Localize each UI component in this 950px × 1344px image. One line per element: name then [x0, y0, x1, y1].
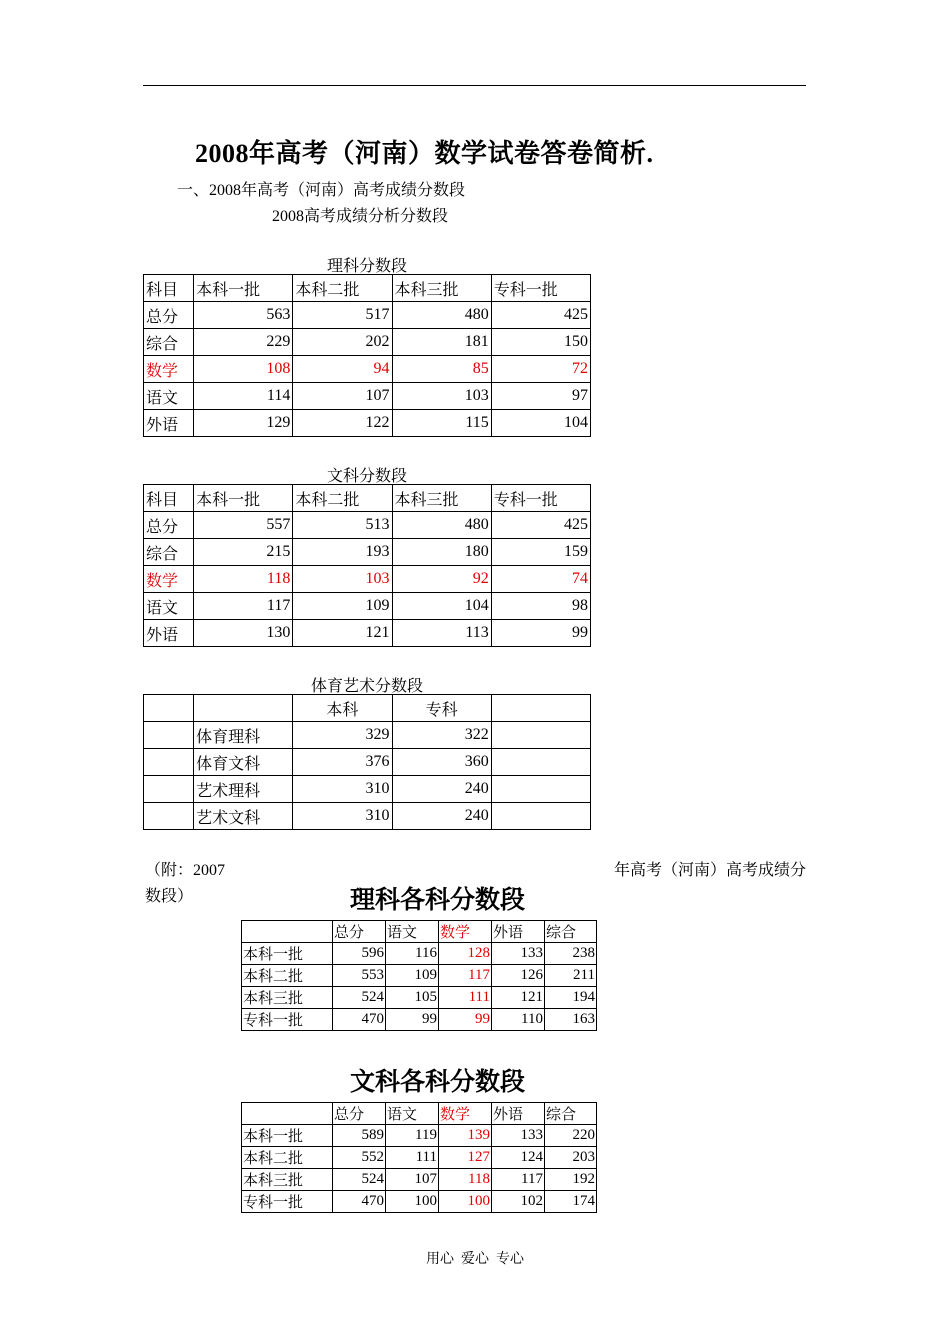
- header-cell: 数学: [439, 921, 492, 943]
- science-2007-table: [241, 920, 597, 1031]
- score-cell: 104: [392, 593, 491, 620]
- score-cell: 310: [293, 803, 392, 830]
- row-label: 艺术文科: [194, 803, 293, 830]
- score-cell: 180: [392, 539, 491, 566]
- score-cell: 133: [492, 1125, 545, 1147]
- arts-caption: 文科分数段: [326, 468, 407, 485]
- header-cell: 总分: [333, 921, 386, 943]
- score-cell: 130: [194, 620, 293, 647]
- header-cell: 专科一批: [491, 485, 590, 512]
- header-cell: 科目: [144, 275, 194, 302]
- score-cell: 202: [293, 329, 392, 356]
- row-label: 专科一批: [242, 1009, 333, 1031]
- empty-cell: [491, 803, 590, 830]
- row-label: 语文: [144, 383, 194, 410]
- score-cell: 124: [492, 1147, 545, 1169]
- score-cell: 470: [333, 1009, 386, 1031]
- row-label: 综合: [144, 539, 194, 566]
- score-cell: 193: [293, 539, 392, 566]
- row-label: 体育理科: [194, 722, 293, 749]
- score-cell: 596: [333, 943, 386, 965]
- row-label: 数学: [144, 356, 194, 383]
- empty-cell: [144, 722, 194, 749]
- score-cell: 552: [333, 1147, 386, 1169]
- score-cell: 85: [392, 356, 491, 383]
- score-cell: 99: [491, 620, 590, 647]
- score-cell: 211: [545, 965, 597, 987]
- table-row: [144, 539, 591, 566]
- header-cell: 本科: [293, 695, 392, 722]
- score-cell: 139: [439, 1125, 492, 1147]
- score-cell: 104: [491, 410, 590, 437]
- score-cell: 99: [439, 1009, 492, 1031]
- score-cell: 150: [491, 329, 590, 356]
- row-label: 专科一批: [242, 1191, 333, 1213]
- header-cell: 综合: [545, 921, 597, 943]
- score-cell: 480: [392, 512, 491, 539]
- score-cell: 192: [545, 1169, 597, 1191]
- row-label: 体育文科: [194, 749, 293, 776]
- score-cell: 110: [492, 1009, 545, 1031]
- header-cell: 数学: [439, 1103, 492, 1125]
- score-cell: 524: [333, 987, 386, 1009]
- header-cell: [194, 695, 293, 722]
- score-cell: 118: [194, 566, 293, 593]
- empty-cell: [491, 776, 590, 803]
- score-cell: 128: [439, 943, 492, 965]
- table-row: [144, 410, 591, 437]
- score-cell: 127: [439, 1147, 492, 1169]
- row-label: 外语: [144, 410, 194, 437]
- empty-cell: [144, 749, 194, 776]
- score-cell: 117: [492, 1169, 545, 1191]
- score-cell: 102: [492, 1191, 545, 1213]
- sports-caption: 体育艺术分数段: [310, 678, 423, 695]
- section-heading: 一、2008年高考（河南）高考成绩分数段: [177, 182, 466, 199]
- score-cell: 121: [293, 620, 392, 647]
- score-cell: 121: [492, 987, 545, 1009]
- score-cell: 97: [491, 383, 590, 410]
- row-label: 外语: [144, 620, 194, 647]
- row-label: 本科一批: [242, 943, 333, 965]
- table-row: [242, 1147, 597, 1169]
- score-cell: 557: [194, 512, 293, 539]
- table-header-row: [242, 1103, 597, 1125]
- score-cell: 425: [491, 512, 590, 539]
- empty-cell: [491, 749, 590, 776]
- table-row: [242, 1169, 597, 1191]
- score-cell: 163: [545, 1009, 597, 1031]
- row-label: 语文: [144, 593, 194, 620]
- score-cell: 92: [392, 566, 491, 593]
- score-cell: 108: [194, 356, 293, 383]
- score-cell: 122: [293, 410, 392, 437]
- score-cell: 119: [386, 1125, 439, 1147]
- header-cell: [242, 1103, 333, 1125]
- score-cell: 111: [439, 987, 492, 1009]
- header-cell: 科目: [144, 485, 194, 512]
- score-cell: 103: [392, 383, 491, 410]
- header-cell: 本科三批: [392, 485, 491, 512]
- table-header-row: [242, 921, 597, 943]
- table-header-row: [144, 275, 591, 302]
- score-cell: 114: [194, 383, 293, 410]
- table-row: [144, 776, 591, 803]
- table-row: [242, 943, 597, 965]
- row-label: 数学: [144, 566, 194, 593]
- score-cell: 181: [392, 329, 491, 356]
- score-cell: 215: [194, 539, 293, 566]
- score-cell: 109: [386, 965, 439, 987]
- score-cell: 220: [545, 1125, 597, 1147]
- score-cell: 72: [491, 356, 590, 383]
- score-cell: 116: [386, 943, 439, 965]
- header-rule: [143, 85, 806, 86]
- header-cell: 本科二批: [293, 485, 392, 512]
- header-cell: 语文: [386, 921, 439, 943]
- score-cell: 238: [545, 943, 597, 965]
- score-cell: 129: [194, 410, 293, 437]
- score-cell: 111: [386, 1147, 439, 1169]
- score-cell: 126: [492, 965, 545, 987]
- page-footer: 用心 爱心 专心: [426, 1252, 524, 1267]
- score-cell: 109: [293, 593, 392, 620]
- score-cell: 107: [386, 1169, 439, 1191]
- score-cell: 513: [293, 512, 392, 539]
- empty-cell: [144, 803, 194, 830]
- header-cell: [491, 695, 590, 722]
- score-cell: 94: [293, 356, 392, 383]
- score-cell: 100: [439, 1191, 492, 1213]
- table-row: [242, 1125, 597, 1147]
- score-cell: 100: [386, 1191, 439, 1213]
- table-row: [144, 512, 591, 539]
- table-row: [242, 1009, 597, 1031]
- score-cell: 480: [392, 302, 491, 329]
- table-row: [144, 302, 591, 329]
- row-label: 本科三批: [242, 1169, 333, 1191]
- header-cell: [144, 695, 194, 722]
- score-cell: 524: [333, 1169, 386, 1191]
- score-cell: 194: [545, 987, 597, 1009]
- row-label: 总分: [144, 302, 194, 329]
- score-cell: 240: [392, 776, 491, 803]
- arts-2007-caption: 文科各科分数段: [350, 1069, 526, 1096]
- row-label: 本科一批: [242, 1125, 333, 1147]
- row-label: 本科二批: [242, 1147, 333, 1169]
- appendix-line2: 数段）: [145, 888, 194, 905]
- row-label: 本科三批: [242, 987, 333, 1009]
- empty-cell: [144, 776, 194, 803]
- score-cell: 74: [491, 566, 590, 593]
- row-label: 本科二批: [242, 965, 333, 987]
- subtitle: 2008高考成绩分析分数段: [272, 208, 449, 225]
- science-caption: 理科分数段: [326, 258, 407, 275]
- score-cell: 117: [194, 593, 293, 620]
- arts-2007-table: [241, 1102, 597, 1213]
- table-row: [144, 383, 591, 410]
- table-row: [144, 803, 591, 830]
- table-row: [144, 620, 591, 647]
- score-cell: 553: [333, 965, 386, 987]
- header-cell: 本科三批: [392, 275, 491, 302]
- header-cell: 外语: [492, 921, 545, 943]
- table-header-row: [144, 485, 591, 512]
- score-cell: 589: [333, 1125, 386, 1147]
- sports-art-score-table: [143, 694, 591, 830]
- header-cell: 专科: [392, 695, 491, 722]
- score-cell: 113: [392, 620, 491, 647]
- table-row: [242, 965, 597, 987]
- header-cell: 综合: [545, 1103, 597, 1125]
- score-cell: 98: [491, 593, 590, 620]
- header-cell: 本科一批: [194, 485, 293, 512]
- score-cell: 517: [293, 302, 392, 329]
- score-cell: 117: [439, 965, 492, 987]
- score-cell: 563: [194, 302, 293, 329]
- science-score-table: [143, 274, 591, 437]
- row-label: 艺术理科: [194, 776, 293, 803]
- score-cell: 322: [392, 722, 491, 749]
- score-cell: 203: [545, 1147, 597, 1169]
- table-row: [144, 722, 591, 749]
- appendix-right: 年高考（河南）高考成绩分: [613, 862, 806, 879]
- table-row: [242, 1191, 597, 1213]
- table-row: [144, 749, 591, 776]
- header-cell: 专科一批: [491, 275, 590, 302]
- header-cell: 本科二批: [293, 275, 392, 302]
- score-cell: 159: [491, 539, 590, 566]
- score-cell: 360: [392, 749, 491, 776]
- score-cell: 105: [386, 987, 439, 1009]
- table-row-math: [144, 356, 591, 383]
- science-2007-caption: 理科各科分数段: [350, 887, 526, 914]
- table-row-math: [144, 566, 591, 593]
- score-cell: 425: [491, 302, 590, 329]
- score-cell: 240: [392, 803, 491, 830]
- row-label: 总分: [144, 512, 194, 539]
- table-row: [144, 329, 591, 356]
- appendix-left: （附：2007: [145, 862, 226, 879]
- score-cell: 470: [333, 1191, 386, 1213]
- arts-score-table: [143, 484, 591, 647]
- score-cell: 229: [194, 329, 293, 356]
- score-cell: 99: [386, 1009, 439, 1031]
- header-cell: 总分: [333, 1103, 386, 1125]
- score-cell: 133: [492, 943, 545, 965]
- header-cell: 语文: [386, 1103, 439, 1125]
- score-cell: 310: [293, 776, 392, 803]
- score-cell: 115: [392, 410, 491, 437]
- table-header-row: [144, 695, 591, 722]
- table-row: [242, 987, 597, 1009]
- score-cell: 329: [293, 722, 392, 749]
- header-cell: [242, 921, 333, 943]
- score-cell: 174: [545, 1191, 597, 1213]
- score-cell: 107: [293, 383, 392, 410]
- score-cell: 376: [293, 749, 392, 776]
- empty-cell: [491, 722, 590, 749]
- score-cell: 103: [293, 566, 392, 593]
- table-row: [144, 593, 591, 620]
- header-cell: 外语: [492, 1103, 545, 1125]
- row-label: 综合: [144, 329, 194, 356]
- score-cell: 118: [439, 1169, 492, 1191]
- header-cell: 本科一批: [194, 275, 293, 302]
- page-title: 2008年高考（河南）数学试卷答卷简析.: [195, 139, 654, 168]
